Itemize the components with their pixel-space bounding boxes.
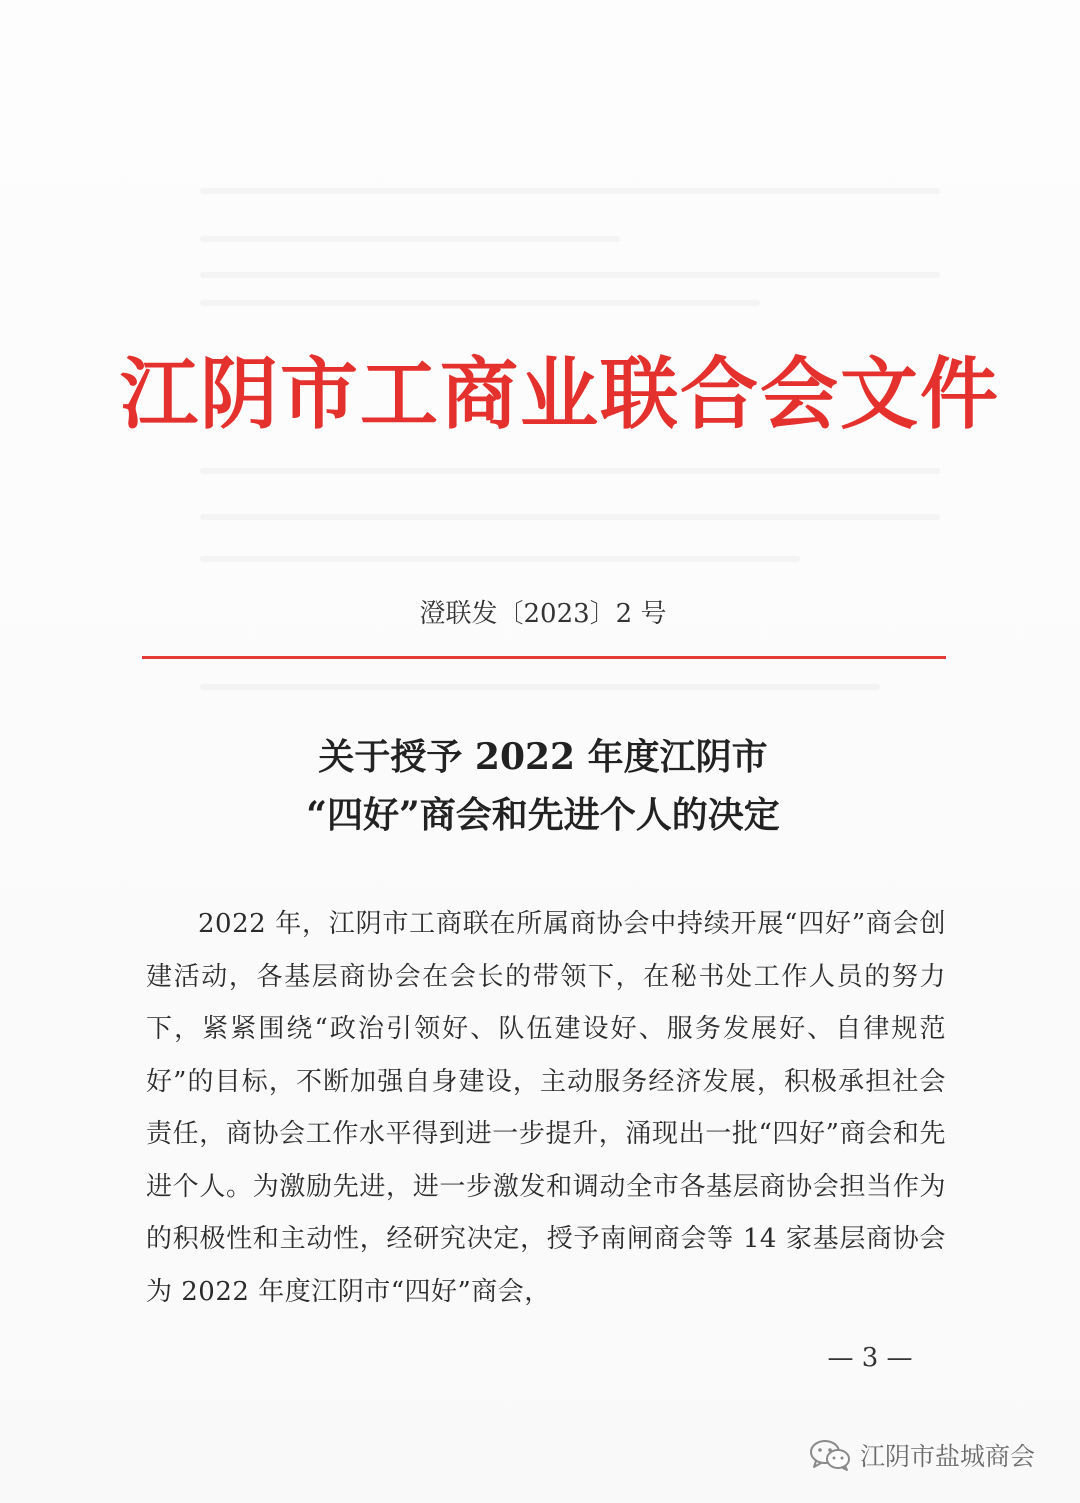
bleed-through-line <box>200 556 800 562</box>
bleed-through-line <box>200 300 760 306</box>
document-title <box>140 728 946 844</box>
bleed-through-line <box>200 684 880 690</box>
document-header: 江阴市工商业联合会文件 <box>120 350 1001 440</box>
red-divider-line <box>142 656 946 659</box>
wechat-watermark <box>808 1432 1035 1478</box>
page-number: — 3 — <box>827 1343 913 1373</box>
bleed-through-line <box>200 188 940 194</box>
document-number: 澄联发〔2023〕2 号 <box>419 599 667 629</box>
document-body-paragraph: 2022 年，江阴市工商联在所属商协会中持续开展“四好”商会创建活动，各基层商协会在会长的带领下，在秘书处工作人员的努力下，紧紧围绕“政治引领好、队伍建设好、服务发展好、自律规范好”的目标，不断加强自身建设，主动服务经济发展，积极承担社会责任，商协会工作水平得到进一步提升，涌现出一批“四好”商会和先进个人。为激励先进，进一步激发和调动全市各基层商协会担当作为的积极性和主动性，经研究决定，授予南闸商会等 14 家基层商协会为 2022 年度江阴市“四好”商会， <box>146 909 946 1307</box>
watermark-label: 江阴市盐城商会 <box>860 1442 1036 1471</box>
bleed-through-line <box>200 514 940 520</box>
wechat-icon <box>808 1438 852 1472</box>
document-title-line-1: 关于授予 2022 年度江阴市 <box>318 736 768 778</box>
bleed-through-line <box>200 272 940 278</box>
bleed-through-line <box>200 236 620 242</box>
bleed-through-line <box>200 468 940 474</box>
document-title-line-2: “四好”商会和先进个人的决定 <box>306 794 780 836</box>
